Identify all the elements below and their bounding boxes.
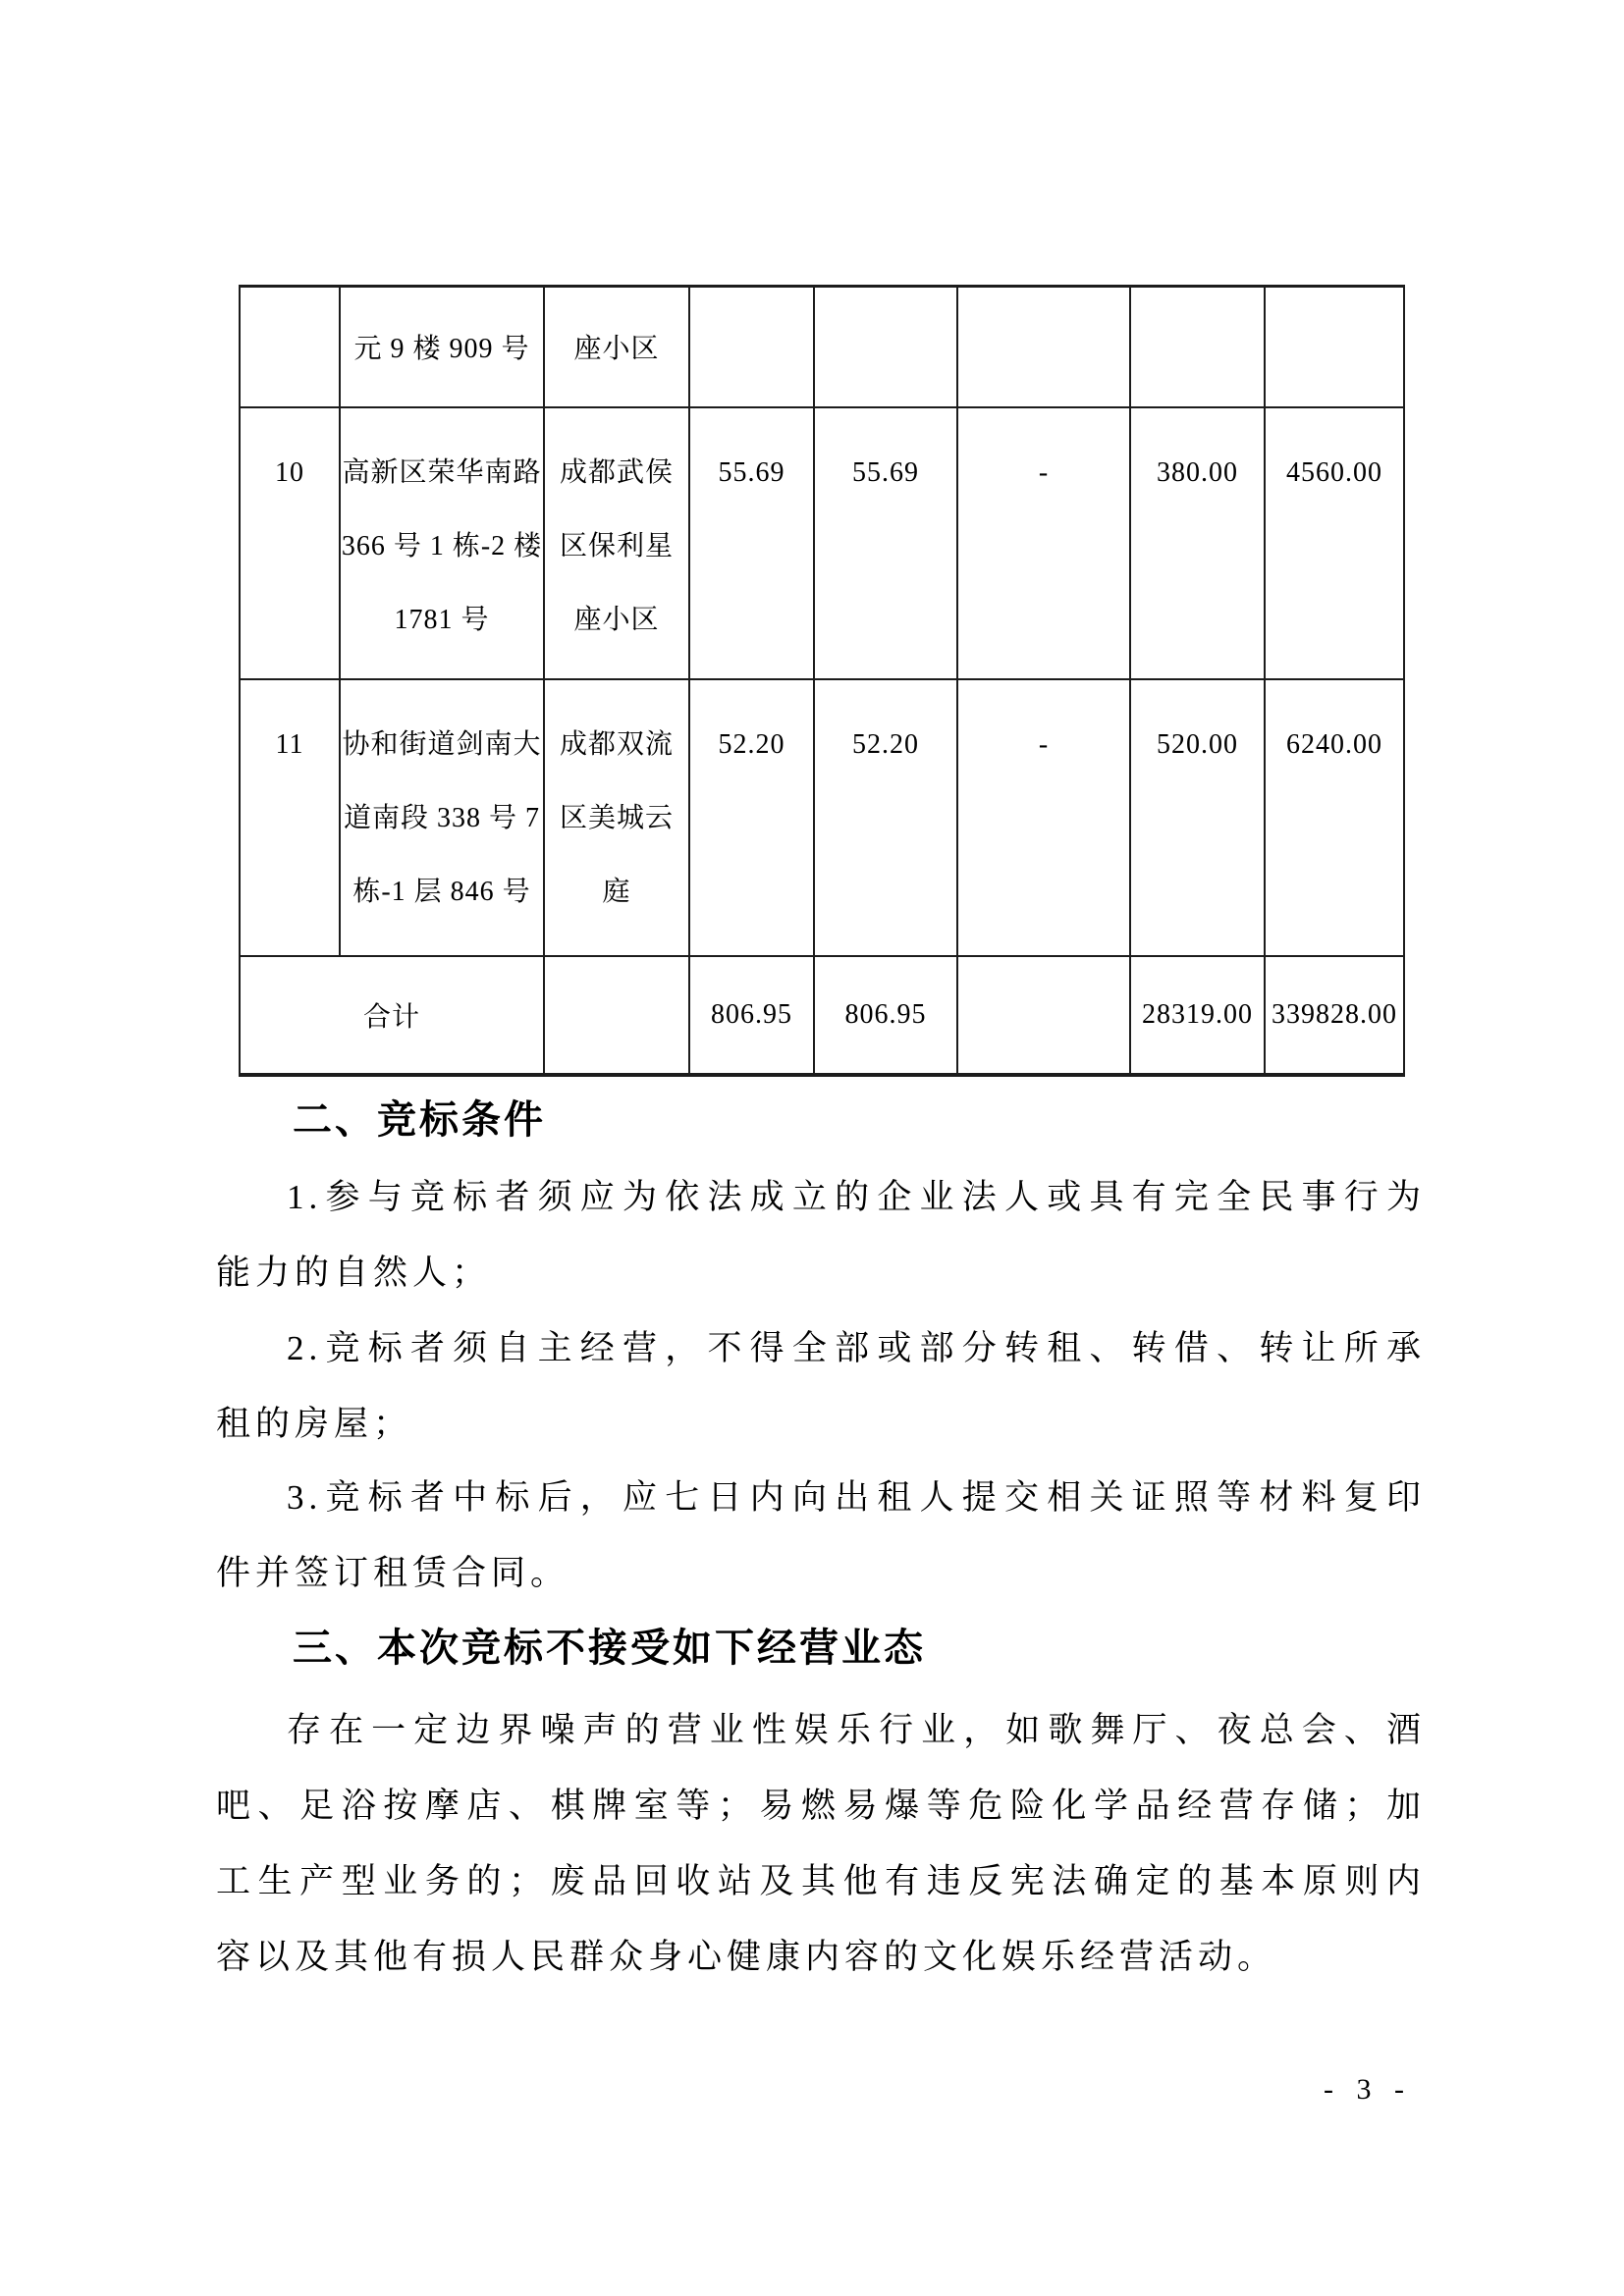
paragraph-3-line-1: 3.竞标者中标后，应七日内向出租人提交相关证照等材料复印 [287, 1478, 1426, 1517]
paragraph-1-line-1: 1.参与竞标者须应为依法成立的企业法人或具有完全民事行为 [287, 1178, 1426, 1216]
paragraph-3-line-2: 件并签订租赁合同。 [216, 1554, 570, 1592]
table-cell-seq: 11 [240, 679, 340, 956]
paragraph-4-line-4: 容以及其他有损人民群众身心健康内容的文化娱乐经营活动。 [216, 1938, 1277, 1976]
table-cell-address: 元 9 楼 909 号 [340, 287, 544, 407]
paragraph-2-line-1: 2.竞标者须自主经营，不得全部或部分转租、转借、转让所承 [287, 1329, 1426, 1367]
table-cell-note [957, 287, 1130, 407]
paragraph-1-line-2: 能力的自然人； [216, 1254, 492, 1292]
paragraph-4-line-3: 工生产型业务的；废品回收站及其他有违反宪法确定的基本原则内 [216, 1862, 1426, 1900]
table-row-carryover [240, 287, 1404, 407]
table-cell-area1: 806.95 [689, 956, 814, 1075]
table-cell-note [957, 956, 1130, 1075]
table-cell-address: 高新区荣华南路 366 号 1 栋-2 楼 1781 号 [340, 407, 544, 679]
paragraph-2-line-2: 租的房屋； [216, 1405, 413, 1443]
table-cell-total: 6240.00 [1265, 679, 1404, 956]
table-cell-community [544, 956, 689, 1075]
section-3-heading: 三、本次竞标不接受如下经营业态 [293, 1627, 926, 1670]
table-cell-area2: 55.69 [814, 407, 957, 679]
table-cell-seq [240, 287, 340, 407]
table-cell-community: 成都武侯 区保利星 座小区 [544, 407, 689, 679]
table-cell-rent: 520.00 [1130, 679, 1265, 956]
table-cell-area1 [689, 287, 814, 407]
table-cell-rent [1130, 287, 1265, 407]
table-cell-address: 协和街道剑南大 道南段 338 号 7 栋-1 层 846 号 [340, 679, 544, 956]
paragraph-4-line-1: 存在一定边界噪声的营业性娱乐行业，如歌舞厅、夜总会、酒 [287, 1711, 1426, 1749]
table-cell-rent: 380.00 [1130, 407, 1265, 679]
table-cell-note: - [957, 679, 1130, 956]
table-row-total [240, 956, 1404, 1075]
table-cell-total: 339828.00 [1265, 956, 1404, 1075]
lease-listings-table [239, 285, 1405, 1077]
table-cell-community: 座小区 [544, 287, 689, 407]
paragraph-4-line-2: 吧、足浴按摩店、棋牌室等；易燃易爆等危险化学品经营存储；加 [216, 1787, 1426, 1825]
table-cell-seq: 10 [240, 407, 340, 679]
table-cell-area2: 806.95 [814, 956, 957, 1075]
table-cell-area2 [814, 287, 957, 407]
table-cell-note: - [957, 407, 1130, 679]
table-cell-area1: 55.69 [689, 407, 814, 679]
section-2-heading: 二、竞标条件 [293, 1098, 546, 1142]
table-row-11 [240, 679, 1404, 956]
table-cell-rent: 28319.00 [1130, 956, 1265, 1075]
table-cell-total [1265, 287, 1404, 407]
table-cell-community: 成都双流 区美城云 庭 [544, 679, 689, 956]
table-row-10 [240, 407, 1404, 679]
table-cell-area2: 52.20 [814, 679, 957, 956]
table-cell-total-label: 合计 [240, 956, 544, 1075]
page-number: - 3 - [1324, 2073, 1412, 2106]
table-cell-total: 4560.00 [1265, 407, 1404, 679]
table-cell-area1: 52.20 [689, 679, 814, 956]
